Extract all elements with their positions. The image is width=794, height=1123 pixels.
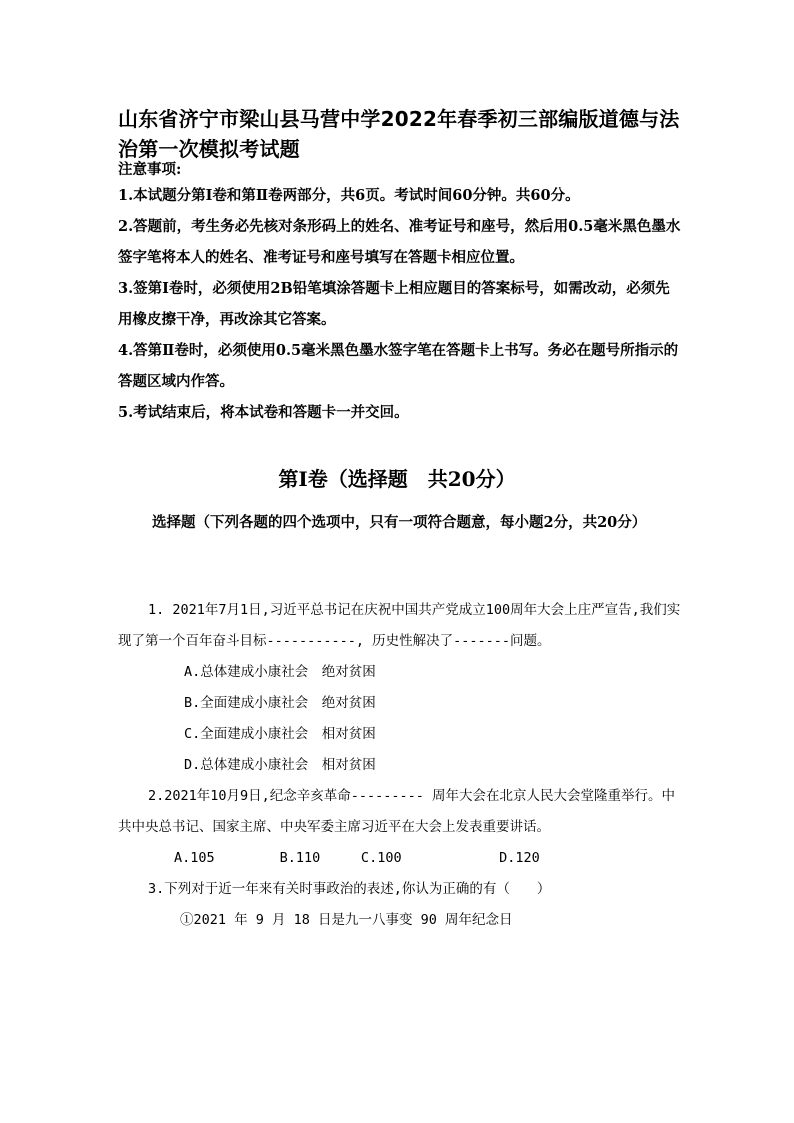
note-item-5: 5.考试结束后，将本试卷和答题卡一并交回。 <box>118 404 409 421</box>
notes-section <box>118 160 683 428</box>
notes-heading: 注意事项: <box>118 161 182 178</box>
question-1-option-b: B.全面建成小康社会 绝对贫困 <box>184 695 376 711</box>
question-1-option-a: A.总体建成小康社会 绝对贫困 <box>184 664 376 680</box>
note-item-1: 1.本试题分第Ⅰ卷和第Ⅱ卷两部分，共6页。考试时间60分钟。共60分。 <box>118 187 580 204</box>
question-2-options: A.105 B.110 C.100 D.120 <box>174 850 540 866</box>
question-1-stem: 1. 2021年7月1日,习近平总书记在庆祝中国共产党成立100周年大会上庄严宣告,我们实现了第一个百年奋斗目标-----------, 历史性解决了-------问题。 <box>118 602 681 649</box>
question-3-stem: 3.下列对于近一年来有关时事政治的表述,你认为正确的有（ ） <box>148 881 551 897</box>
note-item-4: 4.答第Ⅱ卷时，必须使用0.5毫米黑色墨水签字笔在答题卡上书写。务必在题号所指示的答题区域内作答。 <box>118 342 679 390</box>
questions-list <box>118 595 683 936</box>
question-1-option-c: C.全面建成小康社会 相对贫困 <box>184 726 376 742</box>
question-3-statement-1: ①2021 年 9 月 18 日是九一八事变 90 周年纪念日 <box>180 912 513 928</box>
note-item-3: 3.签第Ⅰ卷时，必须使用2B铅笔填涂答题卡上相应题目的答案标号，如需改动，必须先用橡皮擦干净，再改涂其它答案。 <box>118 280 670 328</box>
note-item-2: 2.答题前，考生务必先核对条形码上的姓名、准考证号和座号，然后用0.5毫米黑色墨水签字笔将本人的姓名、准考证号和座号填写在答题卡相应位置。 <box>118 218 681 266</box>
section-title: 第Ⅰ卷（选择题 共20分） <box>278 467 516 491</box>
exam-title: 山东省济宁市梁山县马营中学2022年春季初三部编版道德与法治第一次模拟考试题 <box>118 107 680 161</box>
question-1-option-d: D.总体建成小康社会 相对贫困 <box>184 757 376 773</box>
section-instructions: 选择题（下列各题的四个选项中，只有一项符合题意，每小题2分，共20分） <box>152 514 647 531</box>
question-2-stem: 2.2021年10月9日,纪念辛亥革命--------- 周年大会在北京人民大会堂隆重举行。中共中央总书记、国家主席、中央军委主席习近平在大会上发表重要讲话。 <box>118 788 676 835</box>
